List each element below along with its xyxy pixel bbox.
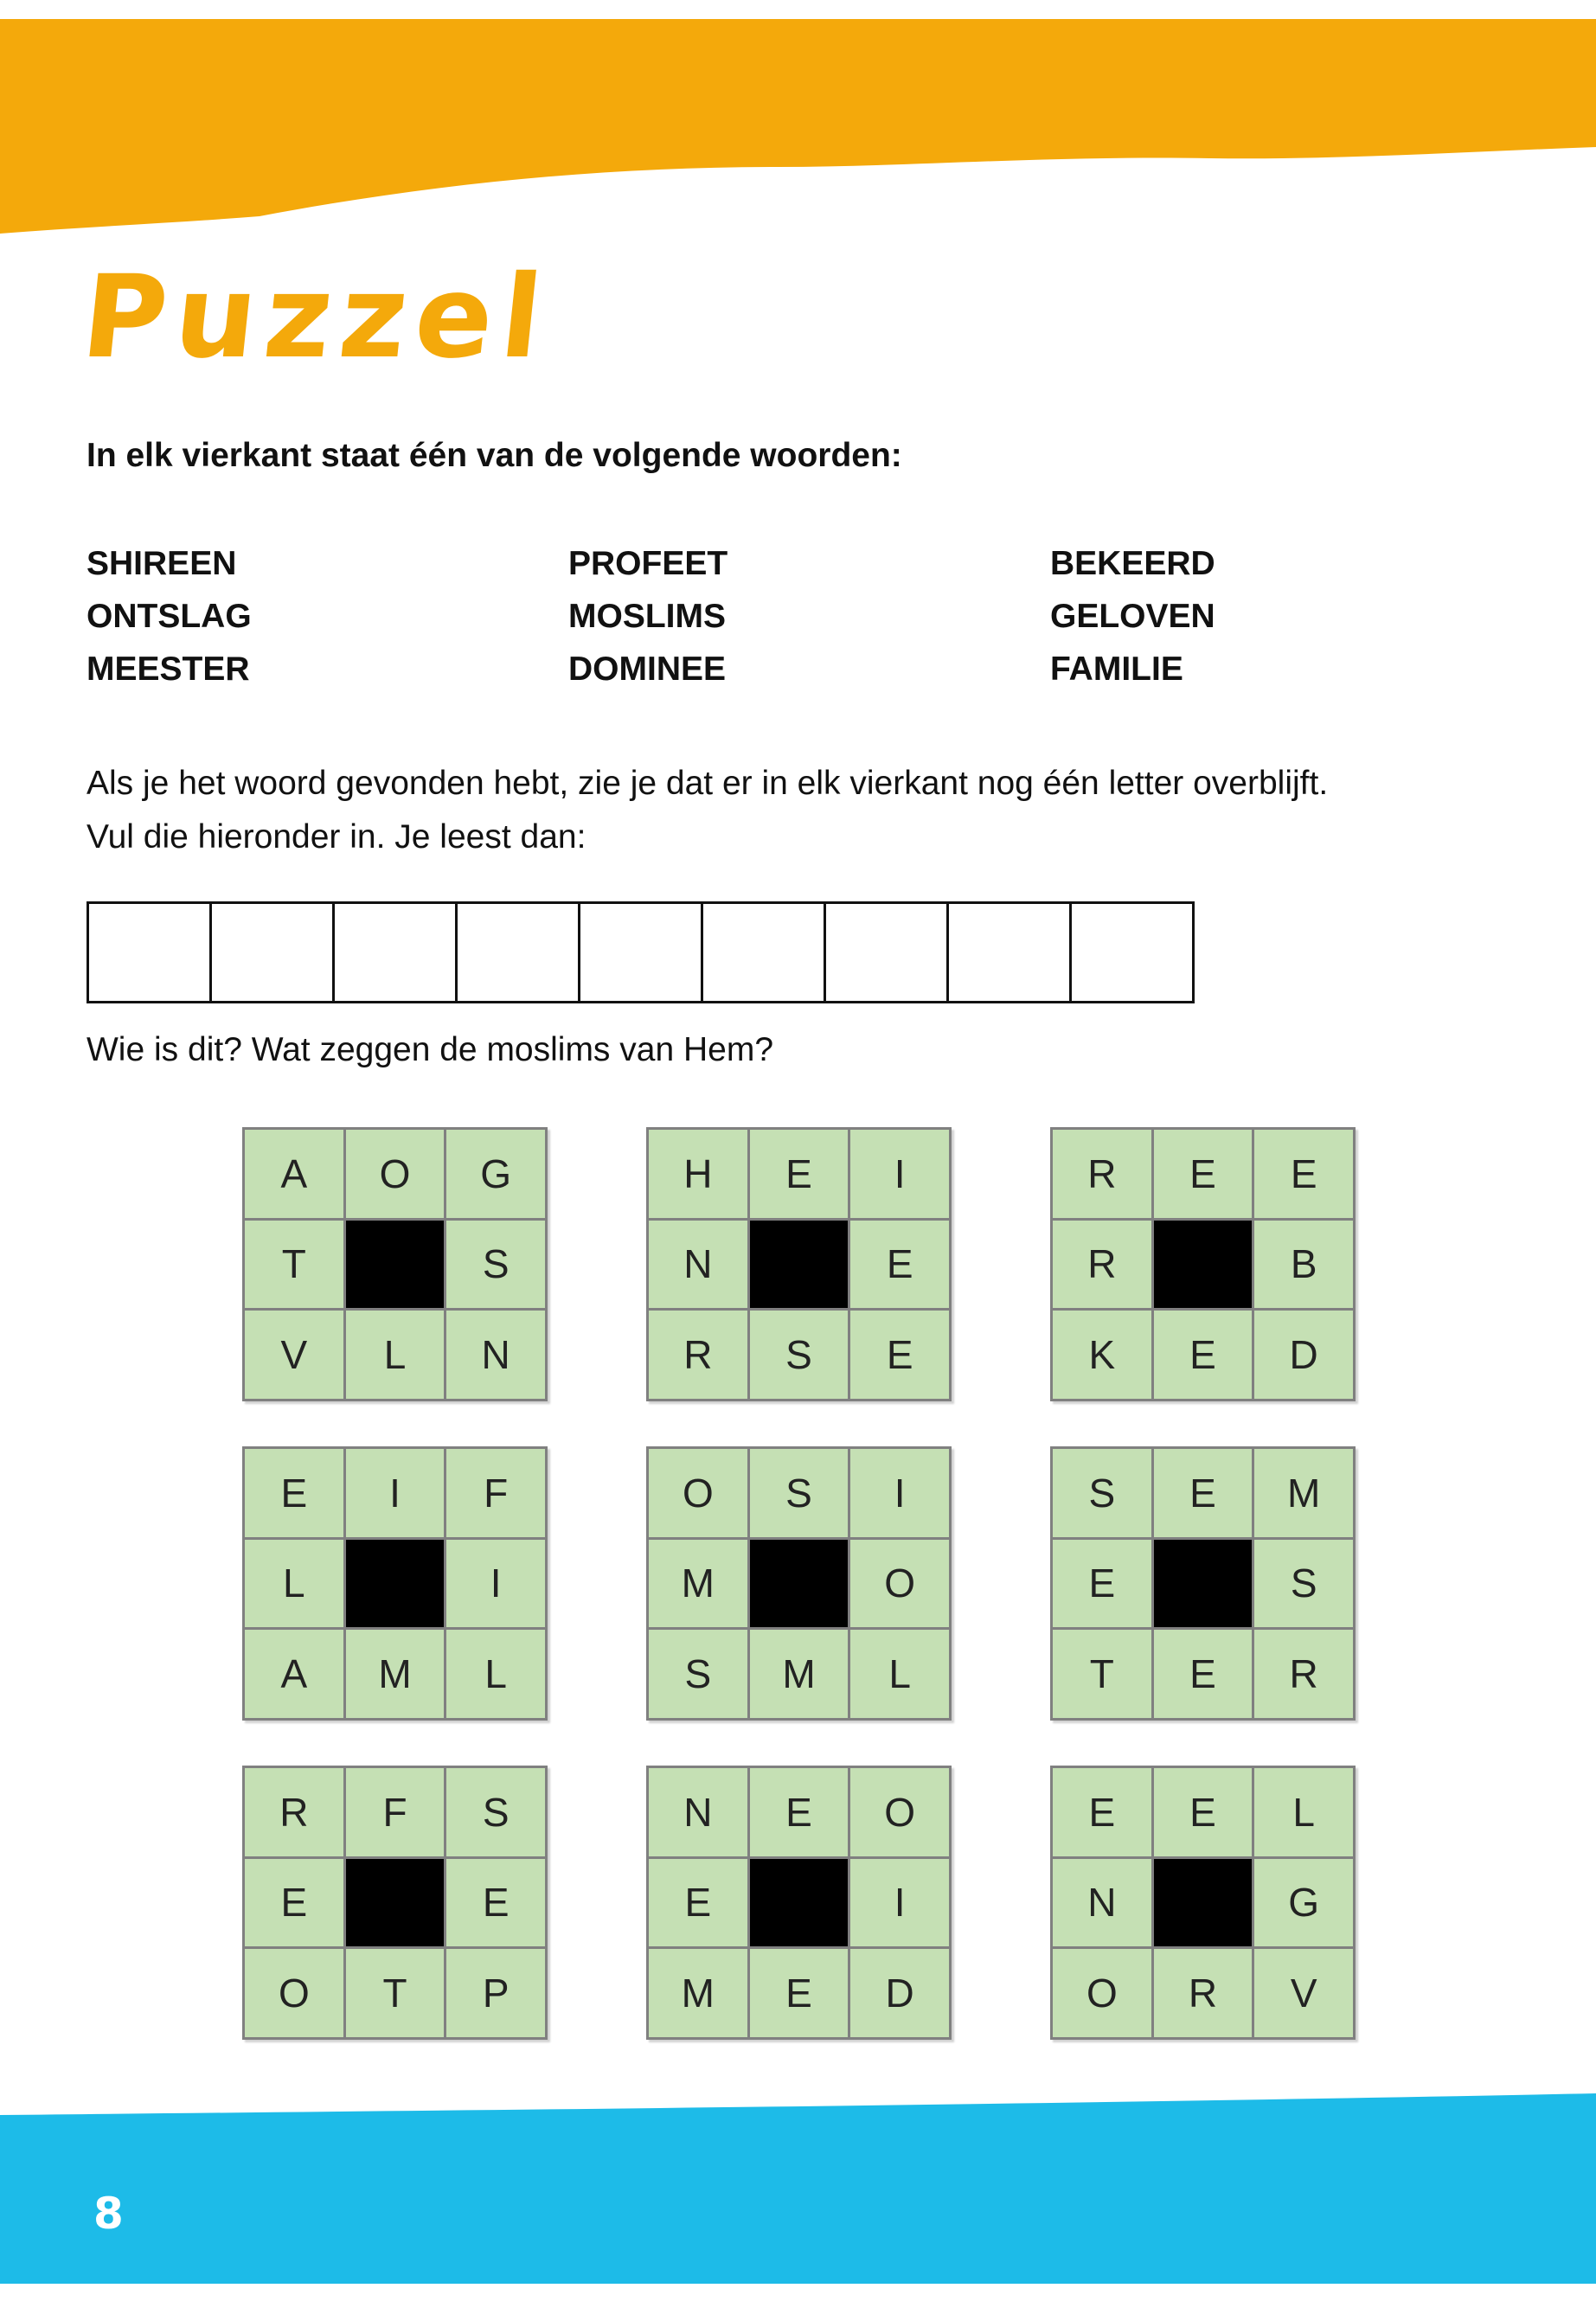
- letter-grid: [646, 1127, 952, 1401]
- word-list: [87, 545, 1215, 689]
- letter-cell: S: [446, 1768, 545, 1856]
- black-center-cell: [750, 1859, 849, 1947]
- letter-cell: E: [850, 1221, 949, 1309]
- letter-cell: H: [649, 1130, 747, 1218]
- letter-cell: S: [446, 1221, 545, 1309]
- letter-cell: E: [1154, 1311, 1253, 1399]
- bottom-blue-band: [0, 2093, 1596, 2301]
- letter-cell: T: [346, 1949, 445, 2037]
- answer-boxes: [87, 901, 1195, 1003]
- letter-cell: M: [346, 1630, 445, 1718]
- answer-box[interactable]: [458, 904, 580, 1001]
- word-item: PROFEET: [568, 545, 728, 582]
- letter-grid: [1050, 1446, 1356, 1721]
- answer-box[interactable]: [949, 904, 1072, 1001]
- letter-cell: V: [245, 1311, 343, 1399]
- letter-cell: S: [649, 1630, 747, 1718]
- word-item: BEKEERD: [1050, 545, 1215, 582]
- letter-cell: F: [346, 1768, 445, 1856]
- black-center-cell: [1154, 1859, 1253, 1947]
- letter-cell: N: [649, 1221, 747, 1309]
- word-item: ONTSLAG: [87, 598, 252, 635]
- letter-cell: E: [649, 1859, 747, 1947]
- page-number: 8: [93, 2189, 124, 2239]
- top-orange-band: [0, 0, 1596, 260]
- page-title: Puzzel: [75, 251, 557, 384]
- black-center-cell: [1154, 1540, 1253, 1628]
- black-center-cell: [750, 1540, 849, 1628]
- letter-cell: I: [850, 1449, 949, 1537]
- letter-cell: E: [750, 1768, 849, 1856]
- letter-cell: M: [750, 1630, 849, 1718]
- letter-cell: G: [446, 1130, 545, 1218]
- letter-cell: G: [1254, 1859, 1353, 1947]
- word-item: MOSLIMS: [568, 598, 726, 635]
- letter-cell: N: [649, 1768, 747, 1856]
- letter-cell: E: [1154, 1130, 1253, 1218]
- letter-cell: N: [446, 1311, 545, 1399]
- letter-cell: K: [1053, 1311, 1151, 1399]
- letter-grid: [646, 1766, 952, 2040]
- word-item: DOMINEE: [568, 651, 727, 688]
- letter-cell: O: [850, 1768, 949, 1856]
- letter-cell: E: [750, 1130, 849, 1218]
- letter-cell: S: [1254, 1540, 1353, 1628]
- letter-cell: E: [1254, 1130, 1353, 1218]
- explanation-line-2: Vul die hieronder in. Je leest dan:: [87, 818, 586, 856]
- letter-cell: A: [245, 1130, 343, 1218]
- letter-cell: E: [1053, 1768, 1151, 1856]
- word-item: SHIREEN: [87, 545, 237, 582]
- letter-cell: S: [750, 1311, 849, 1399]
- letter-cell: O: [346, 1130, 445, 1218]
- letter-cell: T: [245, 1221, 343, 1309]
- word-item: GELOVEN: [1050, 598, 1215, 635]
- question-text: Wie is dit? Wat zeggen de moslims van Hem?: [87, 1031, 774, 1068]
- letter-cell: D: [850, 1949, 949, 2037]
- letter-cell: E: [245, 1859, 343, 1947]
- answer-box[interactable]: [89, 904, 212, 1001]
- letter-cell: S: [1053, 1449, 1151, 1537]
- explanation-text: [87, 757, 1557, 864]
- letter-cell: R: [245, 1768, 343, 1856]
- answer-box[interactable]: [1072, 904, 1192, 1001]
- letter-cell: L: [346, 1311, 445, 1399]
- letter-cell: R: [649, 1311, 747, 1399]
- letter-grid: [242, 1127, 548, 1401]
- answer-box[interactable]: [703, 904, 826, 1001]
- letter-cell: M: [649, 1949, 747, 2037]
- word-item: MEESTER: [87, 651, 250, 688]
- letter-cell: O: [1053, 1949, 1151, 2037]
- instruction-text: In elk vierkant staat één van de volgende woorden:: [87, 437, 902, 474]
- letter-cell: E: [1154, 1449, 1253, 1537]
- answer-box[interactable]: [212, 904, 335, 1001]
- word-item: FAMILIE: [1050, 651, 1183, 688]
- explanation-line-1: Als je het woord gevonden hebt, zie je dat er in elk vierkant nog één letter overblijft.: [87, 765, 1329, 802]
- black-center-cell: [346, 1540, 445, 1628]
- black-center-cell: [750, 1221, 849, 1309]
- puzzle-grids: [242, 1127, 1356, 2040]
- letter-cell: V: [1254, 1949, 1353, 2037]
- letter-cell: E: [446, 1859, 545, 1947]
- letter-cell: R: [1154, 1949, 1253, 2037]
- black-center-cell: [1154, 1221, 1253, 1309]
- letter-cell: R: [1053, 1130, 1151, 1218]
- letter-cell: T: [1053, 1630, 1151, 1718]
- letter-cell: L: [1254, 1768, 1353, 1856]
- letter-grid: [1050, 1127, 1356, 1401]
- letter-cell: E: [850, 1311, 949, 1399]
- letter-cell: I: [446, 1540, 545, 1628]
- letter-cell: E: [245, 1449, 343, 1537]
- letter-cell: R: [1053, 1221, 1151, 1309]
- letter-cell: E: [1053, 1540, 1151, 1628]
- letter-cell: O: [850, 1540, 949, 1628]
- letter-grid: [1050, 1766, 1356, 2040]
- letter-cell: E: [750, 1949, 849, 2037]
- letter-cell: A: [245, 1630, 343, 1718]
- letter-cell: I: [850, 1859, 949, 1947]
- letter-cell: E: [1154, 1630, 1253, 1718]
- letter-cell: R: [1254, 1630, 1353, 1718]
- letter-cell: I: [850, 1130, 949, 1218]
- letter-grid: [646, 1446, 952, 1721]
- answer-box[interactable]: [580, 904, 703, 1001]
- answer-box[interactable]: [335, 904, 458, 1001]
- letter-cell: O: [245, 1949, 343, 2037]
- letter-cell: E: [1154, 1768, 1253, 1856]
- letter-cell: N: [1053, 1859, 1151, 1947]
- letter-cell: L: [245, 1540, 343, 1628]
- letter-cell: D: [1254, 1311, 1353, 1399]
- letter-cell: M: [1254, 1449, 1353, 1537]
- letter-cell: M: [649, 1540, 747, 1628]
- letter-cell: F: [446, 1449, 545, 1537]
- letter-cell: I: [346, 1449, 445, 1537]
- letter-cell: P: [446, 1949, 545, 2037]
- letter-cell: S: [750, 1449, 849, 1537]
- letter-cell: B: [1254, 1221, 1353, 1309]
- letter-cell: O: [649, 1449, 747, 1537]
- black-center-cell: [346, 1221, 445, 1309]
- black-center-cell: [346, 1859, 445, 1947]
- letter-grid: [242, 1766, 548, 2040]
- letter-cell: L: [850, 1630, 949, 1718]
- letter-grid: [242, 1446, 548, 1721]
- letter-cell: L: [446, 1630, 545, 1718]
- answer-box[interactable]: [826, 904, 949, 1001]
